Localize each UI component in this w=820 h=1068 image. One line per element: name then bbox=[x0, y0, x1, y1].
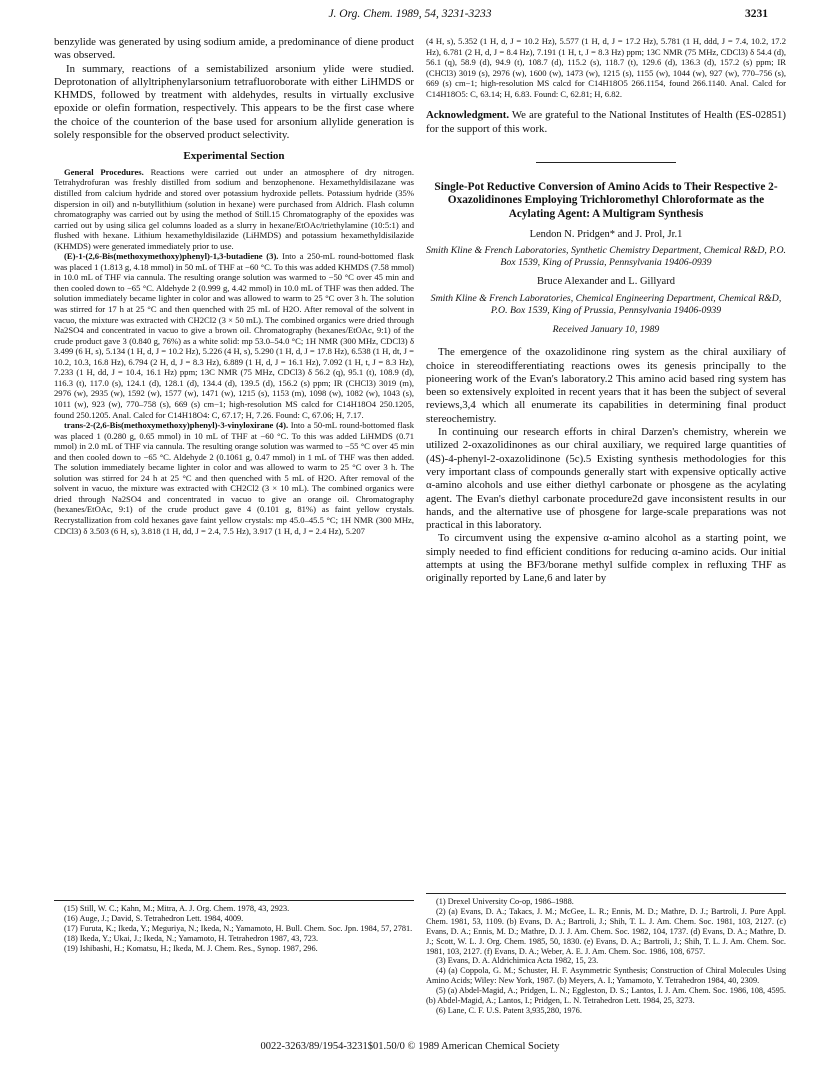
paragraph-text: Into a 50-mL round-bottomed flask was placed 1 (0.280 g, 0.65 mmol) in 10 mL of THF at −60 °C. To this was added LiHMDS (0.71 mmol) in 2.0 mL of THF via cannula. The resulting orange solution was warmed to −55 °C over 45 min and then cooled down to −65 °C. Aldehyde 2 (0.1061 g, 0.47 mmol) in 1 mL of THF was then added. The solution immediately became lighter in color and was allowed to warm to 25 °C over 3 h. The solution was stirred for 24 h at 25 °C and then quenched with 5 mL of H2O. After removal of the solvent in vacuo, the mixture was extracted with CH2Cl2 (3 × 10 mL). The combined organics were dried through Na2SO4 and concentrated in vacuo to give an orange oil. Chromatography (hexanes/EtOAc, 9:1) of the crude product gave 4 (0.101 g, 81%) as faint yellow crystals. Recrystallization from cold hexanes gave faint yellow crystals: mp 45.0–45.5 °C; 1H NMR (300 MHz, CDCl3) δ 3.503 (6 H, s), 3.818 (1 H, dd, J = 2.4, 7.5 Hz), 3.917 (1 H, d, J = 2.4 Hz), 5.207 bbox=[54, 420, 415, 536]
footnote: (4) (a) Coppola, G. M.; Schuster, H. F. Asymmetric Synthesis; Construction of Chiral Molecules Using Amino Acids; Wiley: New York, 1987. (b) Meyers, A. I.; Yamamoto, Y. Tetrahedron 1984, 40, 2309. bbox=[426, 966, 786, 986]
footnotes-right bbox=[426, 893, 786, 1016]
footnote: (2) (a) Evans, D. A.; Takacs, J. M.; McGee, L. R.; Ennis, M. D.; Mathre, D. J.; Bartroli, J. Pure Appl. Chem. 1981, 53, 1109. (b) Evans, D. A.; Bartroli, J.; Shih, T. L. J. Am. Chem. Soc. 1981, 103, 2127. (c) Evans, D. A.; Ennis, M. D.; Mathre, D. J. J. Am. Chem. Soc. 1982, 104, 1737. (d) Evans, D. A.; Mathre, D. J.; Scott, W. L. J. Org. Chem. 1985, 50, 1830. (e) Evans, D. A.; Bartroli, J.; Shih, T. L. J. Am. Chem. Soc. 1981, 103, 2127. (f) Evans, D. A.; Weber, A. E. J. Am. Chem. Soc. 1986, 108, 6757. bbox=[426, 906, 786, 956]
run-in-head: General Procedures. bbox=[64, 166, 144, 177]
butadiene-paragraph bbox=[54, 251, 414, 420]
vinyloxirane-paragraph bbox=[54, 420, 414, 536]
paragraph: In summary, reactions of a semistabilized arsonium ylide were studied. Deprotonation of allyltriphenylarsonium tetrafluoroborate with either LiHMDS or KHMDS, followed by treatment with aldehydes, results in virtually exclusive epoxide or olefin formation, respectively. This appears to be the first case where the choice of the counterion of the base used for arsonium allylide generation is solely responsible for the observed product selectivity. bbox=[54, 62, 414, 142]
experimental-section-title: Experimental Section bbox=[183, 150, 285, 163]
journal-citation: J. Org. Chem. 1989, 54, 3231-3233 bbox=[328, 8, 492, 20]
conclusion-text bbox=[54, 36, 414, 142]
footnote: (17) Furuta, K.; Ikeda, Y.; Meguriya, N.; Ikeda, N.; Yamamoto, H. Bull. Chem. Soc. Jpn. 1984, 57, 2781. bbox=[64, 923, 413, 933]
running-header bbox=[52, 8, 768, 28]
article-body bbox=[426, 346, 786, 585]
left-column bbox=[54, 36, 414, 536]
acknowledgment-text: We are grateful to the National Institutes of Health (ES-02851) for the support of this work. bbox=[426, 109, 786, 135]
affiliation: Smith Kline & French Laboratories, Synthetic Chemistry Department, Chemical R&D, P.O. Box 1539, King of Prussia, Pennsylvania 19406-0939 bbox=[426, 245, 786, 269]
footnote: (3) Evans, D. A. Aldrichimica Acta 1982, 15, 23. bbox=[436, 956, 599, 966]
acknowledgment bbox=[426, 109, 786, 136]
copyright-footer: 0022-3263/89/1954-3231$01.50/0 © 1989 American Chemical Society bbox=[260, 1041, 560, 1052]
experimental-text bbox=[54, 167, 414, 536]
page-number: 3231 bbox=[745, 8, 768, 20]
footnotes-left bbox=[54, 900, 414, 954]
paragraph: In continuing our research efforts in chiral Darzen's chemistry, wherein we utilized 2-oxazolidinones as our chiral auxiliary, we required large quantities of (4S)-4-phenyl-2-oxazolidinone (5c).5 Existing synthesis methodologies for this very important class of compounds generally start with expensive optically active α-amino alcohols and use either diethyl carbonate or phosgene as the acylating agent. The Evan's diethyl carbonate procedure2d gave inconsistent results in our hands, and the alternative use of phosgene for large-scale preparations was not practical in this laboratory. bbox=[426, 426, 786, 532]
paragraph: benzylide was generated by using sodium amide, a predominance of diene product was observed. bbox=[54, 36, 414, 62]
article-title: Single-Pot Reductive Conversion of Amino Acids to Their Respective 2-Oxazolidinones Employing Trichloromethyl Chloroformate as the Acylating Agent: A Multigram Synthesis bbox=[434, 180, 778, 221]
footnote: (6) Lane, C. F. U.S. Patent 3,935,280, 1976. bbox=[436, 1005, 582, 1015]
footnote-rule bbox=[54, 900, 414, 901]
footnote: (1) Drexel University Co-op, 1986–1988. bbox=[436, 897, 574, 906]
footnote: (15) Still, W. C.; Kahn, M.; Mitra, A. J. Org. Chem. 1978, 43, 2923. bbox=[64, 904, 290, 913]
paragraph: The emergence of the oxazolidinone ring system as the chiral auxiliary of choice in stereodifferentiating reactions owes its genesis principally to the pioneering work of the Evan's laboratory.2 This amino acid based ring system has been so extensively exploited in recent years that it has been the subject of several reviews,3,4 which all enumerate its capabilities in determining final product stereochemistry. bbox=[426, 346, 786, 425]
footnote: (16) Auge, J.; David, S. Tetrahedron Lett. 1984, 4009. bbox=[64, 913, 244, 923]
article-divider bbox=[536, 162, 676, 163]
compound-head: trans-2-(2,6-Bis(methoxymethoxy)phenyl)-3-vinyloxirane (4). bbox=[64, 420, 289, 431]
right-column bbox=[426, 36, 786, 586]
author-line: Lendon N. Pridgen* and J. Prol, Jr.1 bbox=[529, 228, 683, 240]
footnote: (19) Ishibashi, H.; Komatsu, H.; Ikeda, M. J. Chem. Res., Synop. 1987, 296. bbox=[64, 943, 318, 953]
paragraph: To circumvent using the expensive α-amino alcohol as a starting point, we simply needed to find efficient conditions for reducing α-amino acids. Our initial attempts at using the BF3/borane methyl sulfide complex in refluxing THF as originally reported by Lane,6 and later by bbox=[426, 532, 786, 585]
acknowledgment-head: Acknowledgment. bbox=[426, 109, 510, 122]
affiliation: Smith Kline & French Laboratories, Chemical Engineering Department, Chemical R&D, P.O. Box 1539, King of Prussia, Pennsylvania 19406-0939 bbox=[430, 292, 782, 316]
footnote: (18) Ikeda, Y.; Ukai, J.; Ikeda, N.; Yamamoto, H. Tetrahedron 1987, 43, 723. bbox=[64, 933, 319, 943]
footnote-rule bbox=[426, 893, 786, 894]
paragraph: (4 H, s), 5.352 (1 H, d, J = 10.2 Hz), 5.577 (1 H, d, J = 17.2 Hz), 5.781 (1 H, ddd, J = 7.4, 10.2, 17.2 Hz), 6.781 (2 H, d, J = 8.4 Hz), 7.191 (1 H, t, J = 8.3 Hz) ppm; 13C NMR (75 MHz, CDCl3) δ 54.4 (d), 56.1 (q), 58.9 (d), 94.9 (t), 108.7 (d), 115.2 (s), 118.7 (t), 129.6 (d), 136.3 (d), 157.2 (s) ppm; IR (CHCl3) 3019 (s), 2976 (w), 1600 (w), 1473 (w), 1215 (s), 1155 (w), 1044 (w), 927 (w), 770–756 (s), 669 (s) cm−1; high-resolution MS calcd for C14H18O5 266.1154, found 266.1140. Anal. Calcd for C14H18O5: C, 63.14; H, 6.83. Found: C, 62.81; H, 6.82. bbox=[426, 36, 786, 99]
received-date: Received January 10, 1989 bbox=[552, 323, 660, 335]
compound-head: (E)-1-(2,6-Bis(methoxymethoxy)phenyl)-1,3-butadiene (3). bbox=[64, 251, 279, 262]
author-line: Bruce Alexander and L. Gillyard bbox=[537, 276, 675, 288]
footnote: (5) (a) Abdel-Magid, A.; Pridgen, L. N.; Eggleston, D. S.; Lantos, I. J. Am. Chem. Soc. 1986, 108, 4595. (b) Abdel-Magid, A.; Lantos, I.; Pridgen, L. N. Tetrahedron Lett. 1984, 25, 3273. bbox=[426, 986, 786, 1006]
paragraph-text: Reactions were carried out under an atmosphere of dry nitrogen. Tetrahydrofuran was freshly distilled from sodium and benzophenone. Hexamethyldisilazane was distilled from calcium hydride and stored over potassium hydroxide pellets. Potassium hydride (35% dispersion in oil) and n-butyllithium (solution in hexane) were purchased from Aldrich. Flash column chromatography was carried out by using the method of Still.15 Chromatography of the epoxides was carried out by using silica gel columns loaded as a slurry in hexane/EtOAc/triethylamine (10:5:1) and flushed with hexane. Lithium hexamethyldisilazide (LiHMDS) and potassium hexamethyldisilazide (KHMDS) were generated immediately prior to use. bbox=[54, 166, 414, 251]
general-procedures-paragraph bbox=[54, 167, 414, 251]
paragraph-text: Into a 250-mL round-bottomed flask was placed 1 (1.813 g, 4.18 mmol) in 50 mL of THF at −60 °C. To this was added KHMDS (7.58 mmol) in 10.0 mL of THF via cannula. The resulting orange solution was warmed to −50 °C over 45 min and then cooled down to −65 °C. Aldehyde 2 (0.999 g, 4.42 mmol) in 10.0 mL of THF was then added. The solution immediately became lighter in color and was allowed to warm to 25 °C over 3 h. The solution was stirred for 17 h at 25 °C and then quenched with 25 mL of H2O. After removal of the solvent in vacuo, the mixture was extracted with CH2Cl2 (3 × 50 mL). The combined organics were dried through Na2SO4 and concentrated in vacuo to give a brown oil. Chromatography (hexanes/EtOAc, 9:1) of the crude product gave 3 (0.840 g, 76%) as a white solid: mp 53.0–54.0 °C; 1H NMR (300 MHz, CDCl3) δ 3.499 (6 H, s), 5.134 (1 H, d, J = 10.2 Hz), 5.226 (4 H, s), 5.290 (1 H, d, J = 17.8 Hz), 6.538 (1 H, dt, J = 10.2, 10.3, 16.8 Hz), 6.794 (2 H, d, J = 8.3 Hz), 6.889 (1 H, d, J = 16.1 Hz), 7.092 (1 H, t, J = 8.3 Hz), 7.233 (1 H, dd, J = 10.4, 16.1 Hz) ppm; 13C NMR (75 MHz, CDCl3) δ 56.2 (q), 95.1 (t), 108.9 (d), 116.3 (t), 117.0 (s), 124.1 (d), 128.1 (d), 134.4 (d), 139.5 (d), 156.2 (s) ppm; IR (CHCl3) 3019 (m), 2976 (w), 2935 (w), 1592 (w), 1577 (w), 1471 (w), 1215 (s), 1153 (m), 1098 (w), 1082 (w), 1043 (s), 1011 (w), 923 (w), 770–758 (s), 669 (s) cm−1; high-resolution MS calcd for C14H18O4 250.1205, found 250.1205. Anal. Calcd for C14H18O4: C, 67.17; H, 7.26. Found: C, 67.06; H, 7.17. bbox=[54, 251, 414, 420]
experimental-continuation bbox=[426, 36, 786, 99]
